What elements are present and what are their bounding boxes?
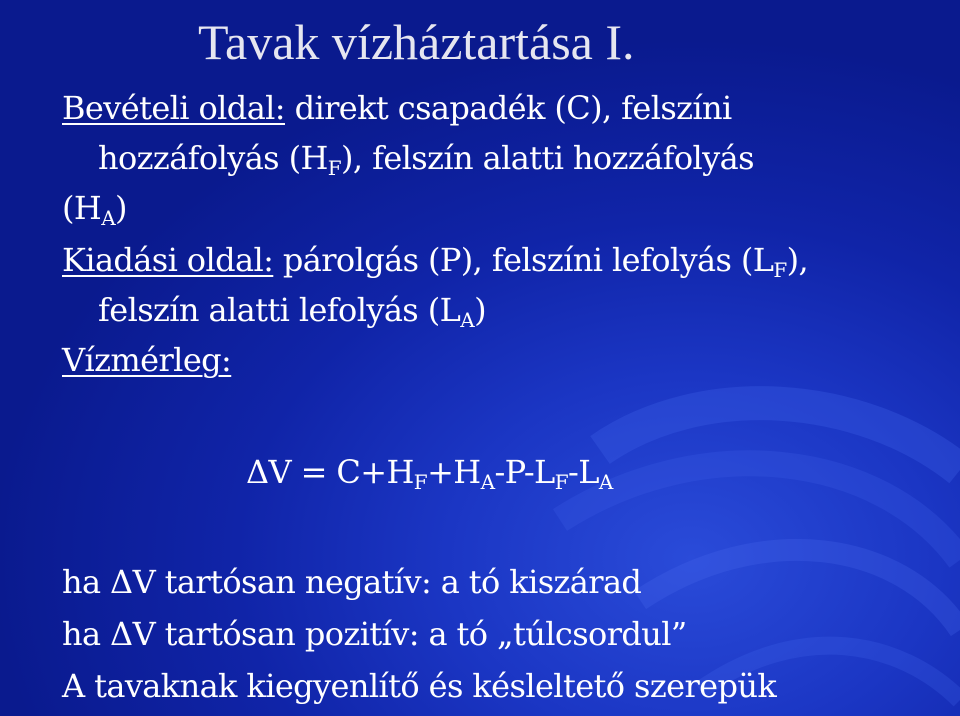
water-balance-equation bbox=[246, 452, 613, 492]
closing-paren: ) bbox=[115, 189, 127, 227]
subscript-a: A bbox=[460, 308, 475, 332]
positive-balance-line: ha ΔV tartósan pozitív: a tó „túlcsordul” bbox=[62, 615, 687, 653]
groundwater-outflow-text: felszín alatti lefolyás (L bbox=[98, 291, 461, 329]
revenue-side-line bbox=[62, 88, 732, 128]
revenue-side-label: Bevételi oldal: bbox=[62, 89, 285, 127]
slide-title: Tavak vízháztartása I. bbox=[198, 14, 635, 70]
water-balance-label: Vízmérleg: bbox=[62, 341, 232, 379]
equation-part: -P-L bbox=[494, 453, 555, 491]
expense-side-text: párolgás (P), felszíni lefolyás (L bbox=[273, 241, 774, 279]
inflow-text-continued: ), felszín alatti hozzáfolyás bbox=[341, 139, 754, 177]
equation-subscript: A bbox=[598, 470, 613, 494]
subscript-f: F bbox=[327, 156, 342, 180]
equation-subscript: A bbox=[480, 470, 495, 494]
expense-side-line bbox=[62, 240, 808, 280]
equation-part: ΔV = C+H bbox=[246, 453, 414, 491]
subscript-f: F bbox=[773, 258, 787, 282]
equation-subscript: F bbox=[413, 470, 428, 494]
subscript-a: A bbox=[101, 206, 116, 230]
groundwater-inflow-text: (H bbox=[62, 189, 102, 227]
expense-side-label: Kiadási oldal: bbox=[62, 241, 274, 279]
groundwater-outflow-line bbox=[98, 290, 486, 330]
equation-subscript: F bbox=[554, 470, 568, 494]
groundwater-inflow-line bbox=[62, 188, 127, 228]
inflow-line bbox=[98, 138, 754, 178]
equation-part: -L bbox=[567, 453, 599, 491]
closing-paren: ) bbox=[474, 291, 486, 329]
revenue-side-text: direkt csapadék (C), felszíni bbox=[285, 89, 732, 127]
negative-balance-line: ha ΔV tartósan negatív: a tó kiszárad bbox=[62, 563, 642, 601]
lake-role-line: A tavaknak kiegyenlítő és késleltető szerepük bbox=[62, 667, 777, 705]
inflow-text: hozzáfolyás (H bbox=[98, 139, 328, 177]
expense-side-end: ), bbox=[786, 241, 809, 279]
water-balance-line bbox=[62, 340, 231, 380]
equation-part: +H bbox=[427, 453, 481, 491]
